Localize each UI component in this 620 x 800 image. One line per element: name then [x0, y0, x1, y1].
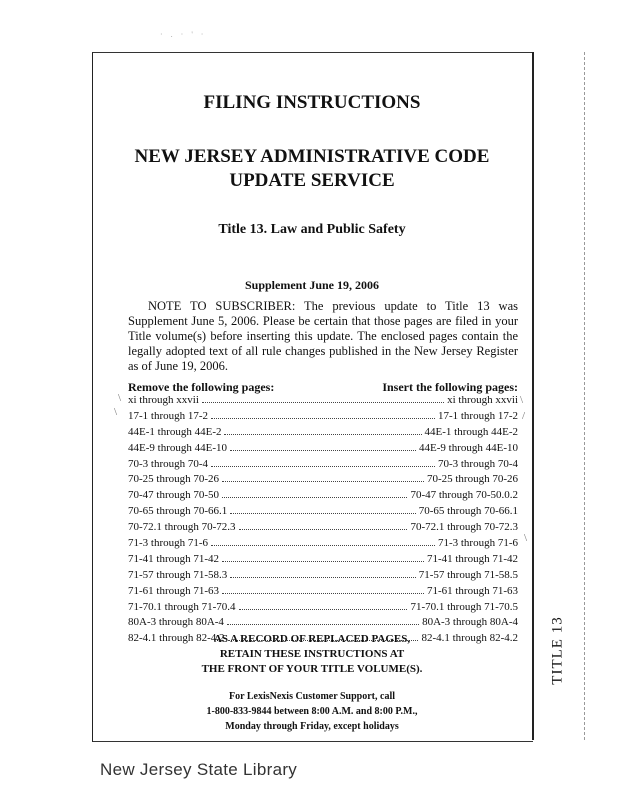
leader-dots	[227, 616, 419, 625]
table-row	[128, 537, 518, 553]
insert-cell: 44E-1 through 44E-2	[424, 425, 518, 438]
table-row	[128, 616, 518, 632]
remove-cell: 71-61 through 71-63	[128, 584, 220, 597]
remove-cell: 44E-1 through 44E-2	[128, 425, 222, 438]
leader-dots	[222, 553, 424, 562]
support-line-3: Monday through Friday, except holidays	[225, 721, 399, 732]
insert-cell: xi through xxvii	[447, 394, 518, 406]
table-row	[128, 521, 518, 537]
table-row	[128, 473, 518, 489]
insert-column-header: Insert the following pages:	[382, 380, 518, 394]
remove-cell: 82-4.1 through 82-4.2	[128, 632, 225, 645]
table-row	[128, 489, 518, 505]
support-line-2: 1-800-833-9844 between 8:00 A.M. and 8:00 P.M.,	[206, 706, 418, 717]
support-line-1: For LexisNexis Customer Support, call	[228, 691, 395, 702]
record-line-2: RETAIN THESE INSTRUCTIONS AT	[219, 648, 405, 660]
leader-dots	[211, 410, 435, 419]
tab-divider	[532, 52, 534, 740]
insert-cell: 71-41 through 71-42	[426, 552, 518, 565]
remove-cell: xi through xxvii	[128, 394, 199, 406]
right-edge-rule	[584, 52, 586, 740]
insert-cell: 71-57 through 71-58.5	[418, 568, 518, 581]
leader-dots	[230, 569, 415, 578]
insert-cell: 70-65 through 70-66.1	[418, 505, 518, 518]
leader-dots	[202, 394, 444, 403]
table-row	[128, 601, 518, 617]
remove-cell: 44E-9 through 44E-10	[128, 441, 227, 454]
table-row	[128, 569, 518, 585]
table-row	[128, 426, 518, 442]
remove-column-header: Remove the following pages:	[128, 380, 275, 394]
leader-dots	[211, 458, 435, 467]
remove-cell: 71-70.1 through 71-70.4	[128, 600, 236, 613]
scan-speck: · . · ' ·	[160, 30, 207, 39]
table-row	[128, 553, 518, 569]
insert-cell: 71-61 through 71-63	[426, 584, 518, 597]
leader-dots	[224, 426, 421, 435]
page-list	[128, 394, 518, 648]
insert-cell: 70-72.1 through 70-72.3	[410, 521, 518, 534]
leader-dots	[222, 473, 424, 482]
record-line-1: AS A RECORD OF REPLACED PAGES,	[213, 633, 411, 645]
remove-cell: 70-25 through 70-26	[128, 473, 220, 486]
remove-cell: 71-57 through 71-58.3	[128, 568, 228, 581]
table-row	[128, 394, 518, 410]
insert-cell: 70-25 through 70-26	[426, 473, 518, 486]
pen-mark: \	[524, 532, 528, 544]
title-tab-label: TITLE 13	[549, 615, 566, 685]
page-title: FILING INSTRUCTIONS	[203, 92, 421, 113]
leader-dots	[239, 521, 408, 530]
remove-cell: 17-1 through 17-2	[128, 409, 209, 422]
pen-mark: \	[520, 394, 524, 406]
leader-dots	[230, 505, 415, 514]
leader-dots	[222, 585, 424, 594]
pen-mark: \	[118, 392, 122, 404]
remove-cell: 71-3 through 71-6	[128, 537, 209, 550]
insert-cell: 71-70.1 through 71-70.5	[410, 600, 518, 613]
remove-cell: 70-72.1 through 70-72.3	[128, 521, 236, 534]
table-row	[128, 585, 518, 601]
pen-mark: \	[114, 406, 118, 418]
table-row	[128, 442, 518, 458]
insert-cell: 71-3 through 71-6	[437, 537, 518, 550]
pen-mark: /	[522, 410, 526, 422]
subscriber-note: NOTE TO SUBSCRIBER: The previous update to Title 13 was Supplement June 5, 2006. Please be certain that those pages are filed in your Title volume(s) before inserting this update. The enclosed pages contain the legally adopted text of all rule changes published in the New Jersey Register as of June 19, 2006.	[128, 299, 518, 373]
table-row	[128, 505, 518, 521]
insert-cell: 44E-9 through 44E-10	[419, 441, 518, 454]
record-line-3: THE FRONT OF YOUR TITLE VOLUME(S).	[201, 663, 423, 675]
insert-cell: 70-3 through 70-4	[437, 457, 518, 470]
remove-cell: 71-41 through 71-42	[128, 552, 220, 565]
code-title-line-1: NEW JERSEY ADMINISTRATIVE CODE	[134, 146, 490, 167]
insert-cell: 17-1 through 17-2	[437, 409, 518, 422]
insert-cell: 82-4.1 through 82-4.2	[421, 632, 518, 645]
supplement-date: Supplement June 19, 2006	[244, 278, 380, 292]
leader-dots	[211, 537, 435, 546]
leader-dots	[222, 489, 407, 498]
remove-cell: 70-3 through 70-4	[128, 457, 209, 470]
title-tab	[536, 612, 580, 688]
remove-cell: 80A-3 through 80A-4	[128, 616, 224, 629]
insert-cell: 80A-3 through 80A-4	[422, 616, 518, 629]
code-title-line-2: UPDATE SERVICE	[229, 170, 395, 191]
leader-dots	[230, 442, 416, 451]
title-line: Title 13. Law and Public Safety	[218, 222, 406, 237]
table-row	[128, 410, 518, 426]
remove-cell: 70-65 through 70-66.1	[128, 505, 228, 518]
leader-dots	[239, 601, 408, 610]
library-stamp: New Jersey State Library	[100, 760, 298, 779]
table-row	[128, 458, 518, 474]
insert-cell: 70-47 through 70-50.0.2	[410, 489, 518, 502]
remove-cell: 70-47 through 70-50	[128, 489, 220, 502]
